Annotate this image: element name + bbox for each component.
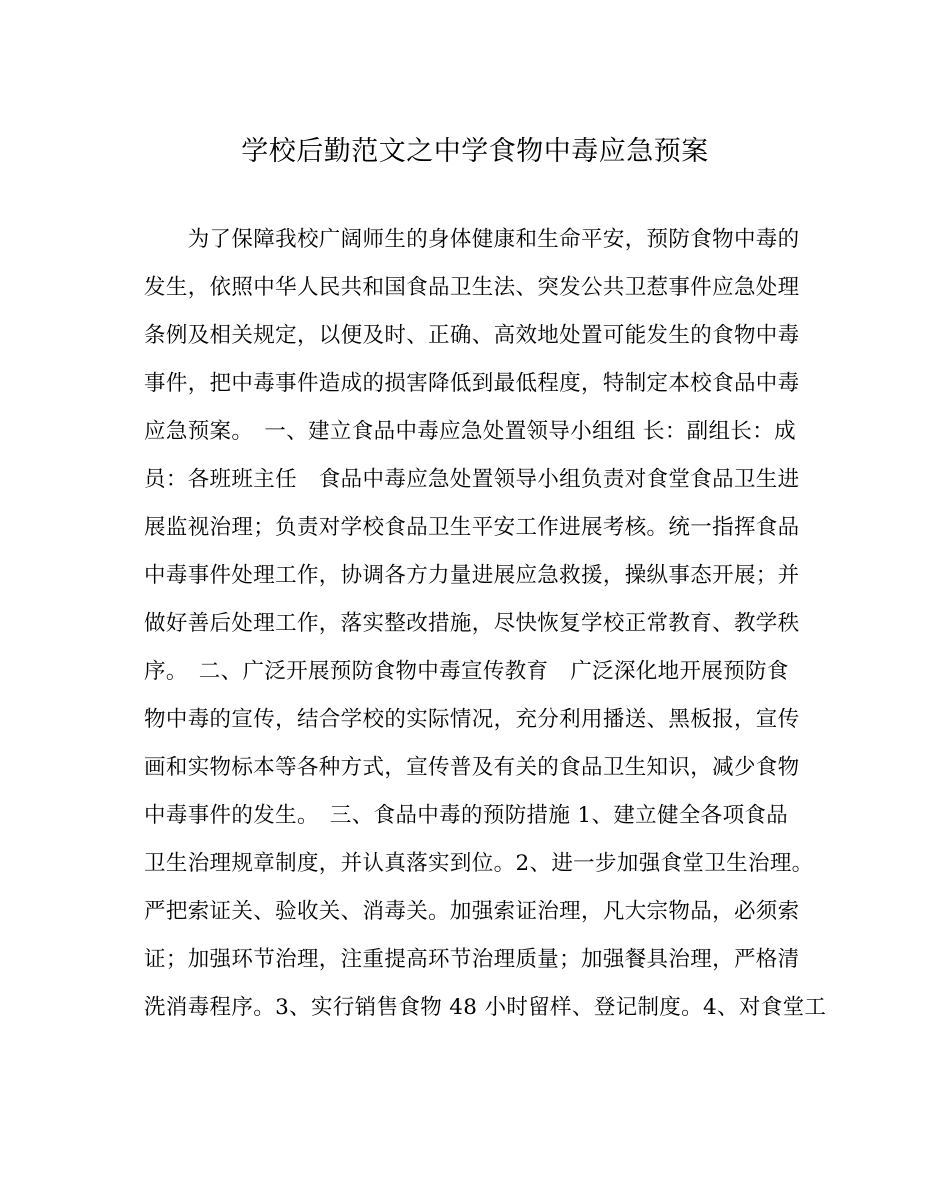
body-line: 事件，把中毒事件造成的损害降低到最低程度，特制定本校食品中毒 — [144, 371, 800, 396]
body-line: 严把索证关、验收关、消毒关。加强索证治理，凡大宗物品，必须索 — [144, 899, 800, 924]
body-line: 序。 二、广泛开展预防食物中毒宣传教育 广泛深化地开展预防食 — [144, 659, 789, 684]
body-line: 员：各班班主任 食品中毒应急处置领导小组负责对食堂食品卫生进 — [144, 467, 800, 492]
body-line: 做好善后处理工作，落实整改措施，尽快恢复学校正常教育、教学秩 — [144, 611, 800, 636]
document-title: 学校后勤范文之中学食物中毒应急预案 — [241, 136, 709, 167]
body-line: 展监视治理；负责对学校食品卫生平安工作进展考核。统一指挥食品 — [144, 515, 800, 540]
body-line: 为了保障我校广阔师生的身体健康和生命平安，预防食物中毒的 — [144, 227, 800, 252]
body-line: 画和实物标本等各种方式，宣传普及有关的食品卫生知识，减少食物 — [144, 755, 800, 780]
body-line: 条例及相关规定，以便及时、正确、高效地处置可能发生的食物中毒 — [144, 323, 800, 348]
body-line: 洗消毒程序。3、实行销售食物 48 小时留样、登记制度。4、对食堂工 — [144, 995, 827, 1020]
body-line: 卫生治理规章制度，并认真落实到位。2、进一步加强食堂卫生治理。 — [144, 851, 814, 876]
body-line: 应急预案。 一、建立食品中毒应急处置领导小组组 长：副组长：成 — [144, 419, 796, 444]
body-line: 证；加强环节治理，注重提高环节治理质量；加强餐具治理，严格清 — [144, 947, 800, 972]
body-line: 中毒事件的发生。 三、食品中毒的预防措施 1、建立健全各项食品 — [144, 803, 789, 828]
body-line: 中毒事件处理工作，协调各方力量进展应急救援，操纵事态开展；并 — [144, 563, 800, 588]
body-line: 发生，依照中华人民共和国食品卫生法、突发公共卫惹事件应急处理 — [144, 275, 800, 300]
body-line: 物中毒的宣传，结合学校的实际情况，充分利用播送、黑板报，宣传 — [144, 707, 800, 732]
document-body — [144, 216, 827, 1032]
